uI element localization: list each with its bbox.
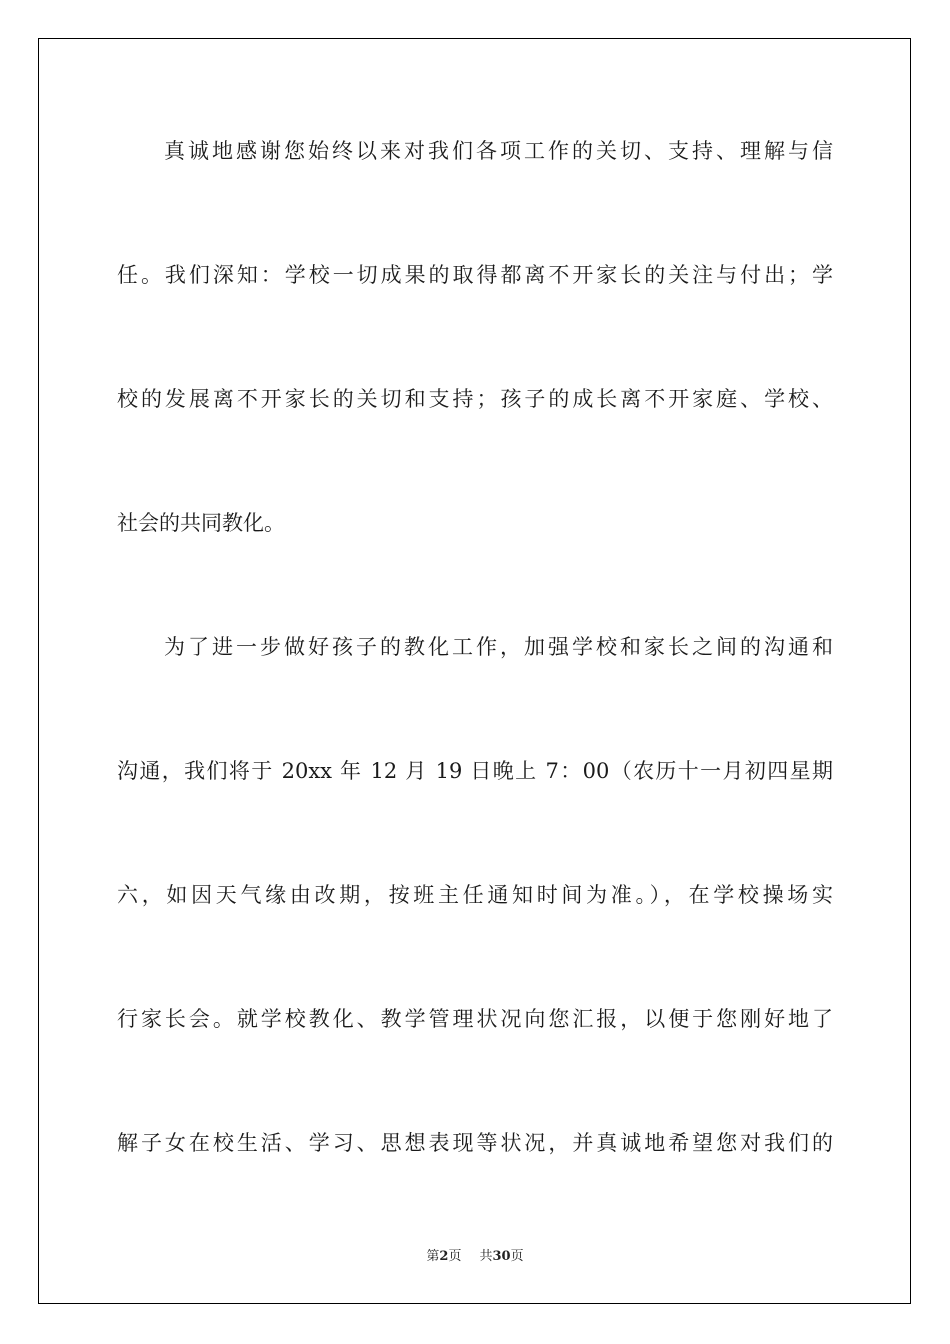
paragraph-2-line-5: 解子女在校生活、学习、思想表现等状况，并真诚地希望您对我们的 (117, 1131, 833, 1155)
paragraph-2-line-1: 为了进一步做好孩子的教化工作，加强学校和家长之间的沟通和 (164, 635, 833, 659)
page-number: 2 (439, 1249, 449, 1264)
total-prefix: 共 (479, 1249, 493, 1264)
page-frame (38, 38, 911, 1304)
paragraph-2-line-3: 六，如因天气缘由改期，按班主任通知时间为准。），在学校操场实 (117, 883, 833, 907)
total-pages: 30 (492, 1249, 511, 1264)
paragraph-2-line-2: 沟通，我们将于 20xx 年 12 月 19 日晚上 7：00（农历十一月初四星期 (117, 759, 833, 783)
page-prefix: 第 (426, 1249, 440, 1264)
paragraph-1-line-2: 任。我们深知：学校一切成果的取得都离不开家长的关注与付出；学 (117, 263, 833, 287)
page-suffix: 页 (448, 1249, 462, 1264)
page-footer (0, 1248, 950, 1266)
paragraph-1-line-3: 校的发展离不开家长的关切和支持；孩子的成长离不开家庭、学校、 (117, 387, 833, 411)
paragraph-1-line-4: 社会的共同教化。 (117, 511, 285, 535)
total-suffix: 页 (510, 1249, 524, 1264)
paragraph-1-line-1: 真诚地感谢您始终以来对我们各项工作的关切、支持、理解与信 (164, 139, 833, 163)
paragraph-2-line-4: 行家长会。就学校教化、教学管理状况向您汇报，以便于您刚好地了 (117, 1007, 833, 1031)
